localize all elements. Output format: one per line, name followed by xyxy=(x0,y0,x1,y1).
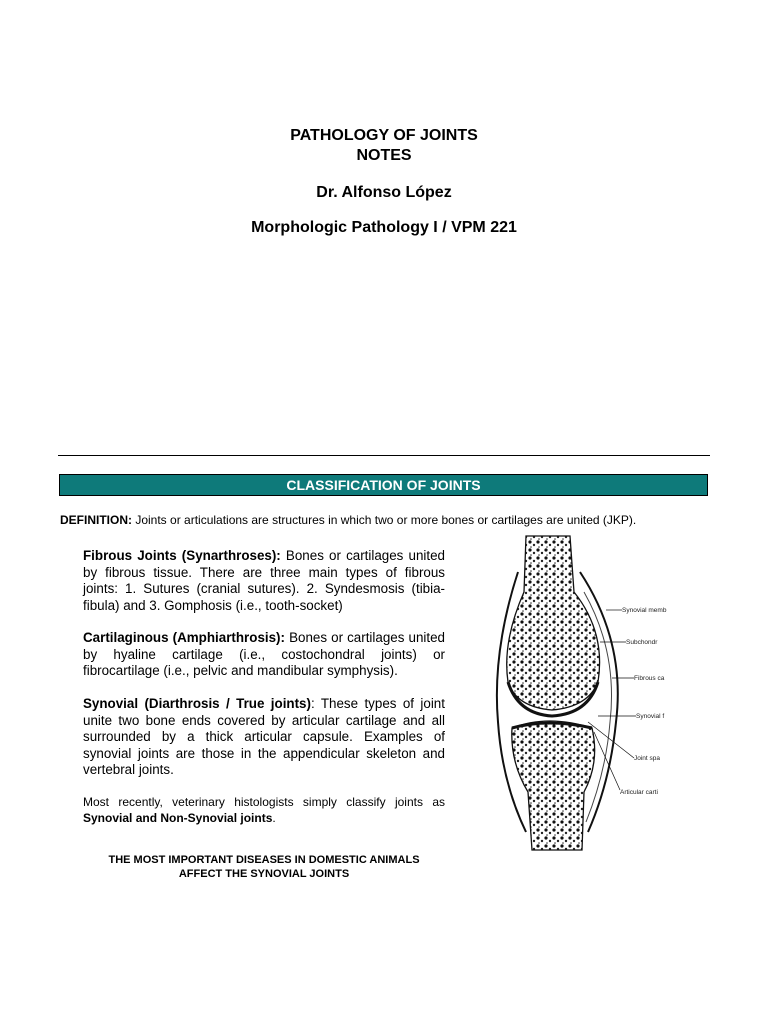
cartilaginous-joints-paragraph xyxy=(83,630,445,680)
important-note-line-1: THE MOST IMPORTANT DISEASES IN DOMESTIC ANIMALS xyxy=(108,854,420,866)
course-name: Morphologic Pathology I / VPM 221 xyxy=(251,219,517,236)
label-synovial-fluid: Synovial f xyxy=(636,713,665,720)
important-note-line-2: AFFECT THE SYNOVIAL JOINTS xyxy=(178,868,350,880)
note-end: . xyxy=(272,811,276,825)
cartilaginous-joints-text: Bones or cartilages united by hyaline cartilage (i.e., costochondral joints) or fibrocartilage (i.e., pelvic and mandibular symphysis). xyxy=(83,630,445,679)
upper-bone-shape xyxy=(507,536,600,710)
fibrous-joints-heading: Fibrous Joints (Synarthroses): xyxy=(83,548,281,563)
title-line-2: NOTES xyxy=(356,147,412,164)
lower-bone-shape xyxy=(512,721,595,850)
definition-text: Joints or articulations are structures in which two or more bones or cartilages are united (JKP). xyxy=(132,513,637,527)
synovial-joints-paragraph xyxy=(83,696,445,779)
label-synovial-membrane: Synovial memb xyxy=(622,607,667,614)
note-text: Most recently, veterinary histologists simply classify joints as xyxy=(83,795,445,809)
fibrous-joints-paragraph xyxy=(83,548,445,614)
synovial-joints-text: : These types of joint unite two bone ends covered by articular cartilage and all surrounded by a thick articular capsule. Examples of synovial joints are those in the appendicular skeleton and vertebral joints. xyxy=(83,696,445,778)
joint-diagram xyxy=(488,532,668,852)
author-name: Dr. Alfonso López xyxy=(316,184,452,201)
cartilaginous-joints-heading: Cartilaginous (Amphiarthrosis): xyxy=(83,630,285,645)
section-banner: CLASSIFICATION OF JOINTS xyxy=(59,474,708,496)
label-subchondral: Subchondr xyxy=(626,639,658,646)
label-fibrous-capsule: Fibrous ca xyxy=(634,675,665,682)
label-articular-cartilage: Articular carti xyxy=(620,789,658,796)
synovial-joints-heading: Synovial (Diarthrosis / True joints) xyxy=(83,696,311,711)
document-title xyxy=(0,126,768,166)
label-joint-space: Joint spa xyxy=(634,755,661,762)
definition-paragraph xyxy=(60,513,740,527)
title-line-1: PATHOLOGY OF JOINTS xyxy=(290,127,478,144)
definition-label: DEFINITION: xyxy=(60,513,132,527)
horizontal-divider xyxy=(58,455,710,456)
classification-note xyxy=(83,794,445,826)
note-bold: Synovial and Non-Synovial joints xyxy=(83,811,273,825)
synovial-joint-illustration xyxy=(488,532,668,852)
fibrous-joints-text: Bones or cartilages united by fibrous tissue. There are three main types of fibrous joints: 1. Sutures (cranial sutures). 2. Syndesmosis (tibia-fibula) and 3. Gomphosis (i.e., tooth-socket) xyxy=(83,548,445,613)
important-diseases-note xyxy=(83,853,445,881)
